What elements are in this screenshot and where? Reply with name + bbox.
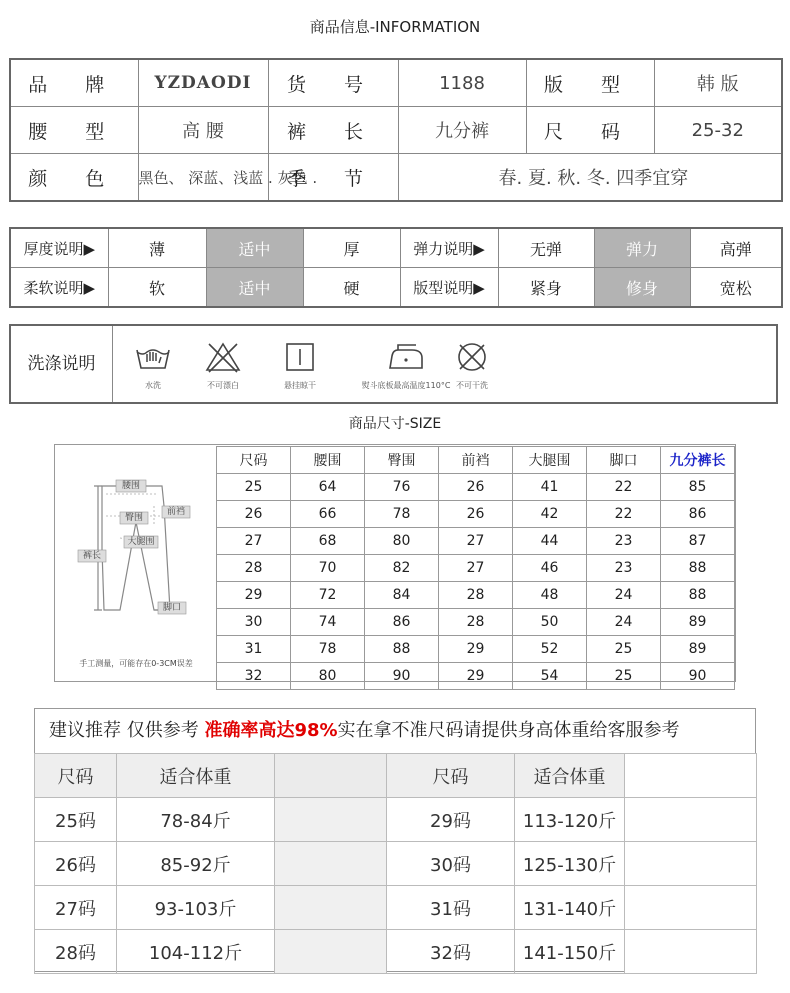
size-cell: 90 [365, 663, 439, 690]
property-cell: 高弹 [690, 228, 782, 268]
size-cell: 78 [365, 501, 439, 528]
recommend-cell: 125-130斤 [515, 842, 625, 886]
size-row [217, 609, 735, 636]
diagram-label-rise: 前裆 [166, 507, 185, 517]
size-cell: 25 [587, 636, 661, 663]
diagram-label-hip: 臀围 [124, 513, 143, 523]
property-cell: 厚度说明▶ [10, 228, 108, 268]
info-cell: 品 牌 [10, 59, 138, 107]
info-cell: 版 型 [526, 59, 654, 107]
property-cell: 紧身 [498, 268, 594, 308]
size-cell: 28 [439, 609, 513, 636]
size-cell: 23 [587, 555, 661, 582]
size-cell: 28 [217, 555, 291, 582]
info-cell: 货 号 [268, 59, 398, 107]
size-cell: 30 [217, 609, 291, 636]
size-cell: 76 [365, 474, 439, 501]
size-header-cell: 臀围 [365, 447, 439, 474]
hang-dry-icon [280, 340, 320, 374]
size-cell: 41 [513, 474, 587, 501]
recommend-cell: 131-140斤 [515, 886, 625, 930]
recommend-cell [275, 798, 387, 842]
size-header-row [217, 447, 735, 474]
recommend-cell: 104-112斤 [117, 930, 275, 974]
info-cell: 韩 版 [654, 59, 782, 107]
recommend-header-cell [275, 754, 387, 798]
wash-label: 洗涤说明 [11, 326, 113, 402]
property-cell: 弹力 [594, 228, 690, 268]
size-row [217, 501, 735, 528]
size-cell: 48 [513, 582, 587, 609]
size-cell: 27 [217, 528, 291, 555]
recommend-table [34, 753, 757, 974]
property-cell: 硬 [303, 268, 400, 308]
size-cell: 80 [365, 528, 439, 555]
size-cell: 31 [217, 636, 291, 663]
info-cell: 黑色、 深蓝、浅蓝 . 灰色 . [138, 154, 268, 202]
recommend-cell [625, 842, 757, 886]
info-title: 商品信息-INFORMATION [309, 18, 481, 36]
recommend-cell: 141-150斤 [515, 930, 625, 974]
property-cell: 适中 [206, 268, 303, 308]
recommend-cell [625, 798, 757, 842]
recommend-cell [625, 930, 757, 974]
no-bleach-icon [203, 340, 243, 374]
property-row [10, 228, 782, 268]
diagram-note: 手工测量，可能存在0-3CM误差 [79, 659, 193, 668]
size-cell: 72 [291, 582, 365, 609]
size-cell: 74 [291, 609, 365, 636]
size-cell: 24 [587, 582, 661, 609]
size-cell: 50 [513, 609, 587, 636]
size-cell: 84 [365, 582, 439, 609]
size-cell: 29 [217, 582, 291, 609]
recommend-row [35, 798, 757, 842]
property-cell: 弹力说明▶ [400, 228, 498, 268]
size-cell: 88 [661, 555, 735, 582]
diagram-label-thigh: 大腿围 [127, 537, 155, 547]
size-cell: 44 [513, 528, 587, 555]
size-cell: 70 [291, 555, 365, 582]
size-cell: 22 [587, 501, 661, 528]
size-cell: 26 [439, 474, 513, 501]
recommend-header-cell: 适合体重 [117, 754, 275, 798]
recommend-head-post: 实在拿不准尺码请提供身高体重给客服参考 [337, 720, 680, 741]
wash-instructions [9, 324, 778, 404]
hand-wash-icon [133, 340, 173, 374]
size-cell: 25 [217, 474, 291, 501]
recommend-row [35, 842, 757, 886]
iron-icon [384, 340, 428, 374]
wash-text-no-dry-clean: 不可干洗 [456, 381, 488, 390]
recommend-cell: 26码 [35, 842, 117, 886]
size-cell: 88 [365, 636, 439, 663]
size-cell: 86 [661, 501, 735, 528]
recommend-header-cell [625, 754, 757, 798]
wash-text-hang-dry: 悬挂晾干 [284, 381, 316, 390]
info-cell: 九分裤 [398, 107, 526, 154]
recommend-row [35, 886, 757, 930]
size-row [217, 555, 735, 582]
size-cell: 52 [513, 636, 587, 663]
wash-text-hand-wash: 水洗 [145, 381, 161, 390]
size-header-cell: 大腿围 [513, 447, 587, 474]
recommend-cell [275, 842, 387, 886]
size-table [216, 446, 735, 690]
info-cell: 1188 [398, 59, 526, 107]
property-cell: 修身 [594, 268, 690, 308]
info-row [10, 154, 782, 202]
property-cell: 柔软说明▶ [10, 268, 108, 308]
size-cell: 29 [439, 636, 513, 663]
size-cell: 28 [439, 582, 513, 609]
size-cell: 89 [661, 636, 735, 663]
diagram-label-length: 裤长 [82, 551, 101, 561]
info-row [10, 59, 782, 107]
size-cell: 85 [661, 474, 735, 501]
recommend-cell: 28码 [35, 930, 117, 974]
size-header-cell: 腰围 [291, 447, 365, 474]
size-cell: 90 [661, 663, 735, 690]
size-cell: 80 [291, 663, 365, 690]
info-table [9, 58, 783, 202]
info-row [10, 107, 782, 154]
recommend-head-accuracy: 准确率高达98% [204, 720, 338, 741]
recommend-header-cell: 尺码 [35, 754, 117, 798]
size-cell: 26 [439, 501, 513, 528]
recommend-cell: 31码 [387, 886, 515, 930]
info-cell: 季 节 [268, 154, 398, 202]
diagram-label-hem: 脚口 [162, 603, 181, 613]
size-cell: 64 [291, 474, 365, 501]
size-cell: 32 [217, 663, 291, 690]
size-cell: 46 [513, 555, 587, 582]
size-cell: 25 [587, 663, 661, 690]
info-cell: 高 腰 [138, 107, 268, 154]
diagram-label-waist: 腰围 [121, 481, 140, 491]
size-cell: 27 [439, 555, 513, 582]
info-cell-season: 春. 夏. 秋. 冬. 四季宜穿 [398, 154, 782, 202]
recommend-cell [275, 930, 387, 974]
size-cell: 66 [291, 501, 365, 528]
recommend-row [35, 930, 757, 974]
property-row [10, 268, 782, 308]
property-cell: 薄 [108, 228, 206, 268]
size-cell: 42 [513, 501, 587, 528]
size-row [217, 663, 735, 690]
info-cell: 尺 码 [526, 107, 654, 154]
wash-item-hang-dry [255, 340, 345, 391]
recommend-header-cell: 尺码 [387, 754, 515, 798]
size-header-cell: 尺码 [217, 447, 291, 474]
size-cell: 89 [661, 609, 735, 636]
size-cell: 87 [661, 528, 735, 555]
size-title: 商品尺寸-SIZE [348, 416, 442, 432]
size-cell: 86 [365, 609, 439, 636]
recommend-cell [625, 886, 757, 930]
recommend-cell [275, 886, 387, 930]
size-cell: 54 [513, 663, 587, 690]
recommend-cell: 29码 [387, 798, 515, 842]
recommend-cell: 93-103斤 [117, 886, 275, 930]
wash-text-iron: 熨斗底板最高温度110°C [361, 381, 451, 390]
info-cell: 腰 型 [10, 107, 138, 154]
size-row [217, 582, 735, 609]
property-cell: 厚 [303, 228, 400, 268]
wash-item-no-dry-clean [427, 340, 517, 391]
size-row [217, 528, 735, 555]
size-header-cell: 脚口 [587, 447, 661, 474]
size-cell: 27 [439, 528, 513, 555]
info-cell: 颜 色 [10, 154, 138, 202]
size-row [217, 636, 735, 663]
recommend-cell: 85-92斤 [117, 842, 275, 886]
info-cell: 裤 长 [268, 107, 398, 154]
size-cell: 24 [587, 609, 661, 636]
recommend-cell: 27码 [35, 886, 117, 930]
wash-text-no-bleach: 不可漂白 [207, 381, 239, 390]
size-cell: 23 [587, 528, 661, 555]
property-cell: 宽松 [690, 268, 782, 308]
info-cell: 25-32 [654, 107, 782, 154]
size-row [217, 474, 735, 501]
recommend-header-cell: 适合体重 [515, 754, 625, 798]
size-cell: 82 [365, 555, 439, 582]
recommend-cell: 32码 [387, 930, 515, 974]
property-cell: 版型说明▶ [400, 268, 498, 308]
property-cell: 适中 [206, 228, 303, 268]
recommend-cell: 78-84斤 [117, 798, 275, 842]
fabric-property-table [9, 227, 783, 308]
size-header-cell: 前裆 [439, 447, 513, 474]
recommend-header-row [35, 754, 757, 798]
no-dry-clean-icon [452, 340, 492, 374]
size-cell: 68 [291, 528, 365, 555]
size-cell: 26 [217, 501, 291, 528]
property-cell: 软 [108, 268, 206, 308]
info-cell: YZDAODI [138, 59, 268, 107]
size-cell: 22 [587, 474, 661, 501]
size-header-cell: 九分裤长 [661, 447, 735, 474]
size-cell: 29 [439, 663, 513, 690]
recommend-head-pre: 建议推荐 仅供参考 [49, 720, 205, 741]
recommend-cell: 25码 [35, 798, 117, 842]
recommend-cell: 113-120斤 [515, 798, 625, 842]
recommend-heading [35, 709, 755, 753]
pants-measurement-diagram [58, 450, 214, 676]
property-cell: 无弹 [498, 228, 594, 268]
size-cell: 78 [291, 636, 365, 663]
recommend-cell: 30码 [387, 842, 515, 886]
size-cell: 88 [661, 582, 735, 609]
